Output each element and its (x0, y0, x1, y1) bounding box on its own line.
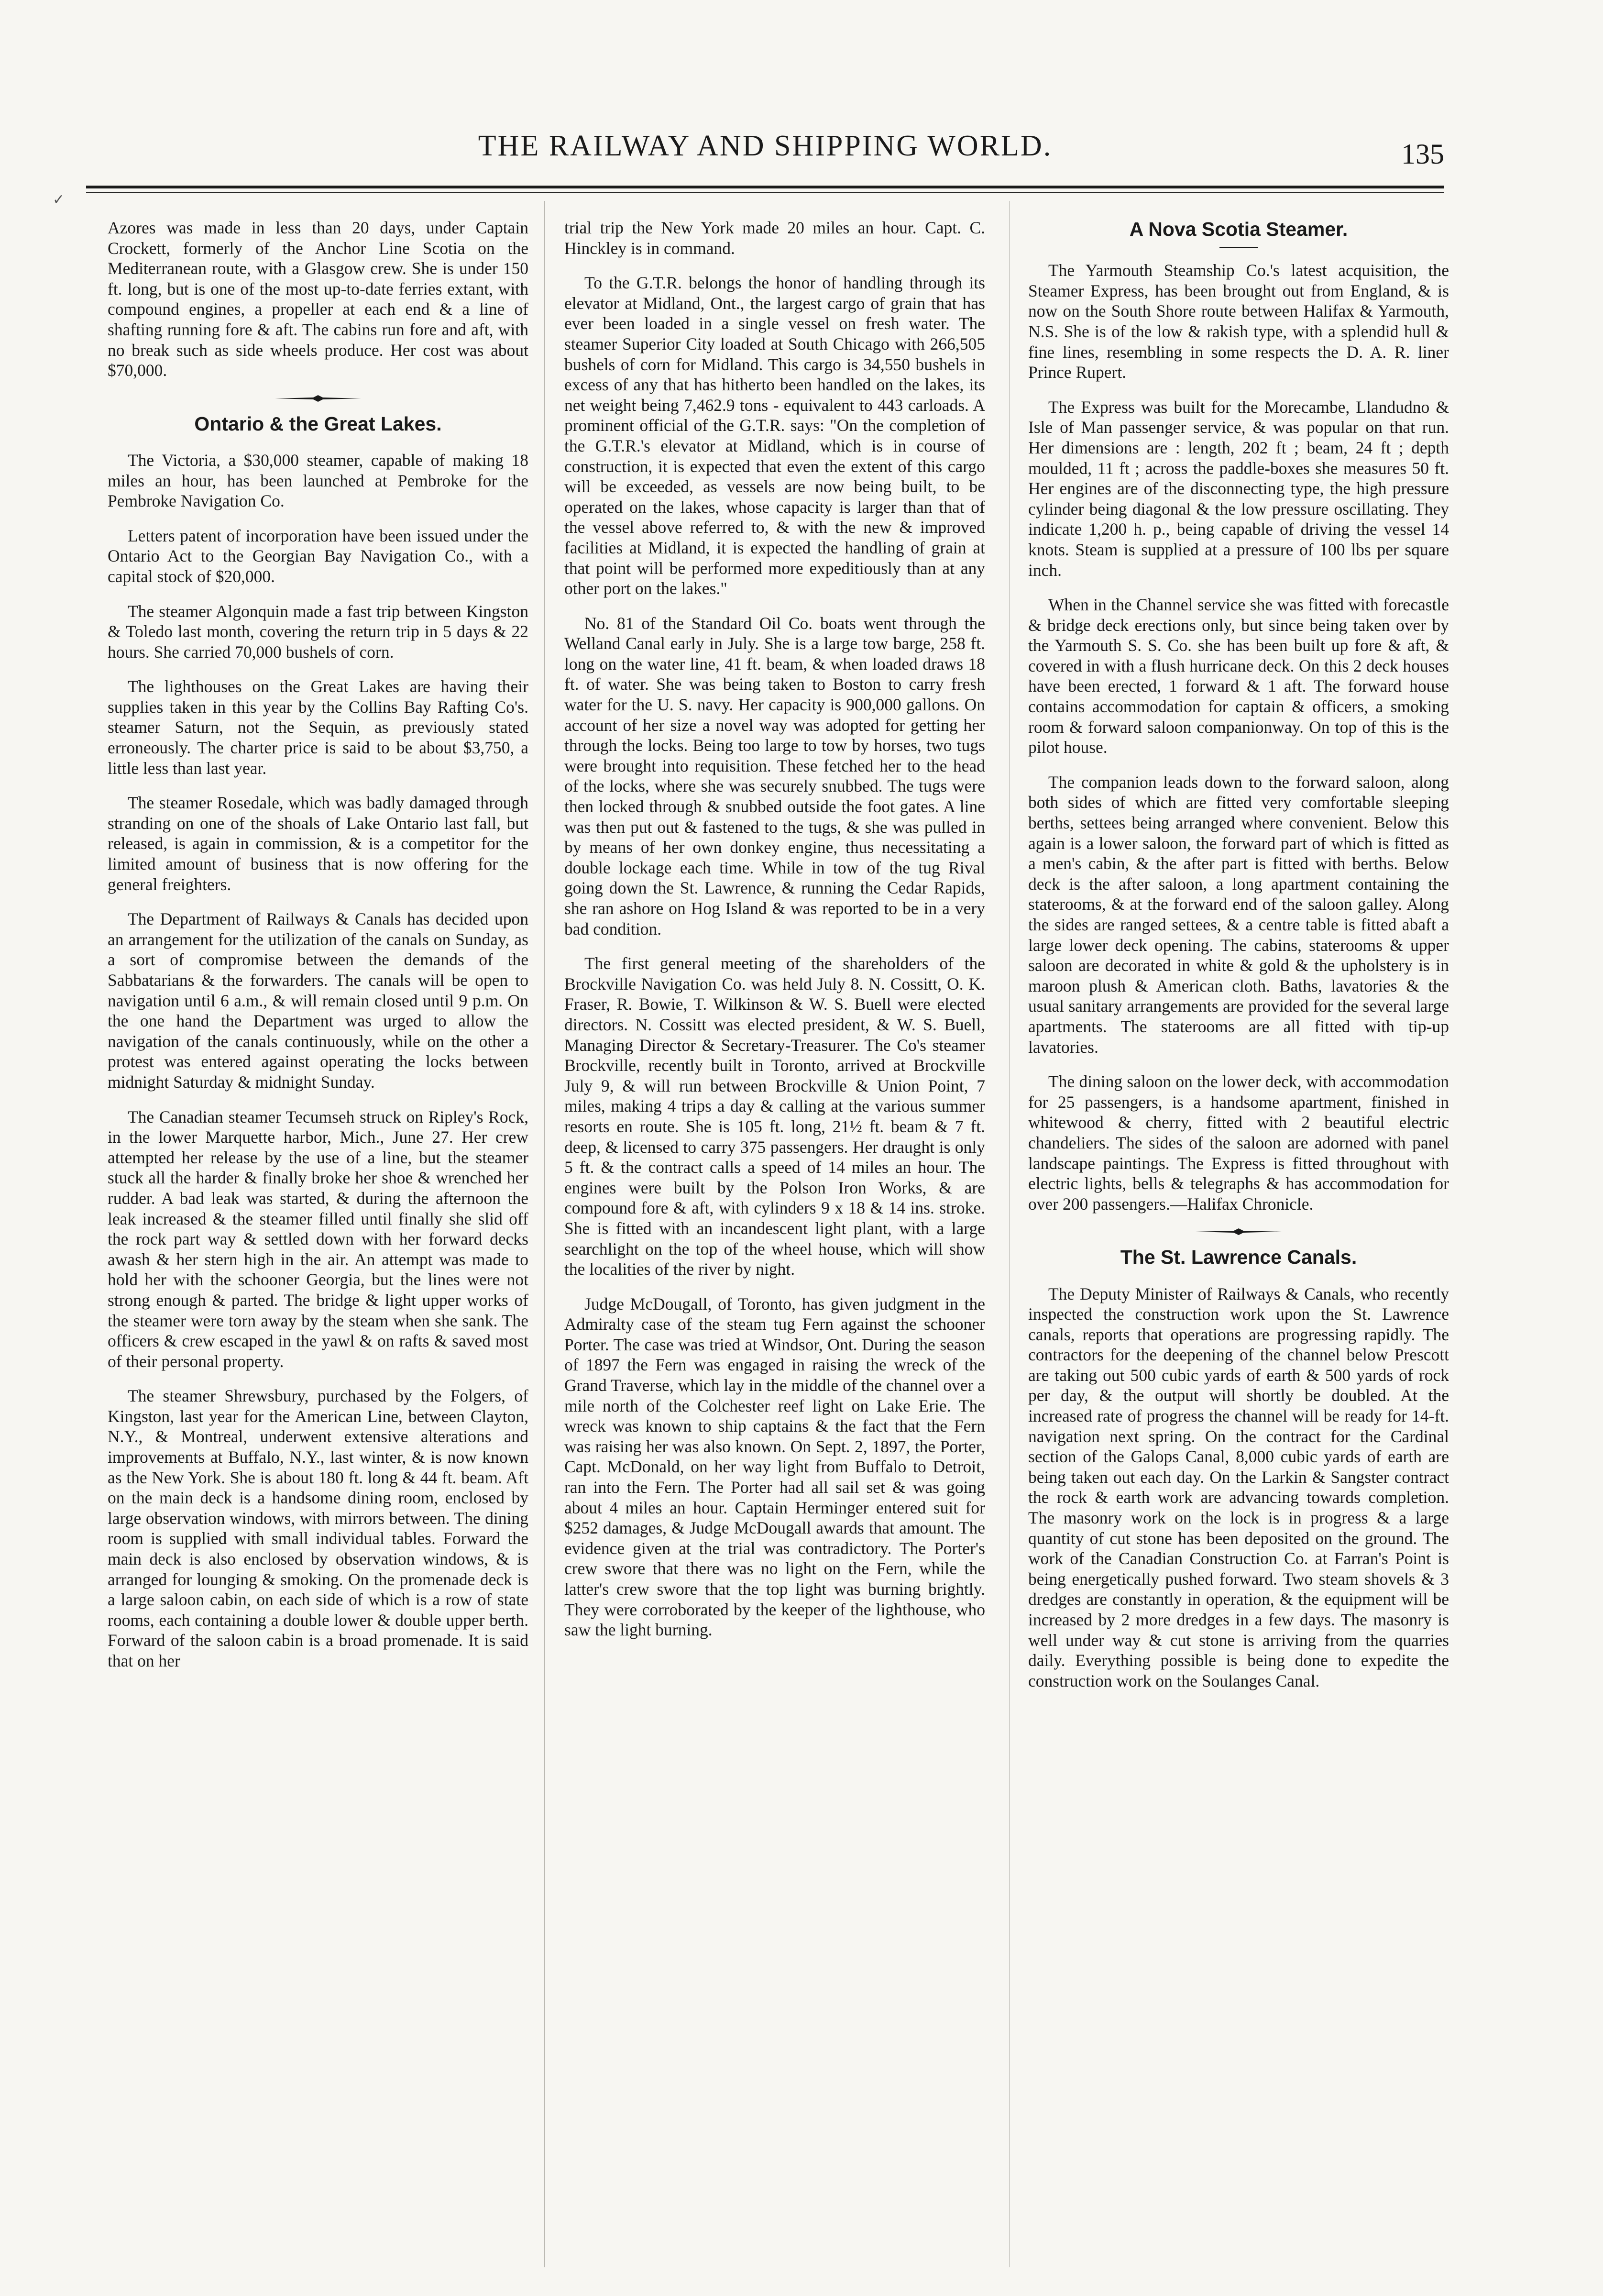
paragraph: The steamer Rosedale, which was badly damaged through stranding on one of the shoals of Lake Ontario last fall, but released, is again in commission, & is a competitor for the limited amount of business that is now offering for the general freighters. (108, 793, 528, 894)
column-divider-1 (544, 201, 545, 2267)
stray-mark: ✓ (53, 192, 65, 208)
column-divider-2 (1009, 201, 1010, 2267)
paragraph: trial trip the New York made 20 miles an hour. Capt. C. Hinckley is in command. (564, 218, 985, 258)
paragraph: The Express was built for the Morecambe, Llandudno & Isle of Man passenger service, & was popular on that run. Her dimensions are : length, 202 ft ; beam, 24 ft ; depth moulded, 11 ft ; across the paddle-boxes she measures 50 ft. Her engines are of the disconnecting type, the high pressure cylinder being diagonal & the low pressure oscillating. They indicate 1,200 h. p., being capable of driving the vessel 14 knots. Steam is supplied at a pressure of 100 lbs per square inch. (1028, 397, 1449, 580)
paragraph: The first general meeting of the shareholders of the Brockville Navigation Co. was held July 8. N. Cossitt, O. K. Fraser, R. Bowie, T. Wilkinson & W. S. Buell were elected directors. N. Cossitt was elected president, & W. S. Buell, Managing Director & Secretary-Treasurer. The Co's steamer Brockville, recently built in Toronto, arrived at Brockville July 9, & will run between Brockville & Union Point, 7 miles, making 4 trips a day & calling at the various summer resorts en route. She is 105 ft. long, 21½ ft. beam & 7 ft. deep, & licensed to carry 375 passengers. Her draught is only 5 ft. & the contract calls a speed of 14 miles an hour. The engines were built by the Polson Iron Works, & are compound fore & aft, with cylinders 9 x 18 & 14 ins. stroke. She is fitted with an incandescent light plant, with a large searchlight on the top of the wheel house, which will show the localities of the river by night. (564, 954, 985, 1279)
paragraph: The Department of Railways & Canals has decided upon an arrangement for the utilization of the canals on Sunday, as a sort of compromise between the demands of the Sabbatarians & the forwarders. The canals will be open to navigation until 6 a.m., & will remain closed until 9 p.m. On the one hand the Department was urged to allow the navigation of the canals continuously, while on the other a protest was entered against operating the locks between midnight Saturday & midnight Sunday. (108, 909, 528, 1092)
column-2 (564, 218, 985, 1655)
paragraph: Letters patent of incorporation have been issued under the Ontario Act to the Georgian Bay Navigation Co., with a capital stock of $20,000. (108, 526, 528, 586)
section-ornament (275, 395, 361, 402)
paragraph: No. 81 of the Standard Oil Co. boats went through the Welland Canal early in July. She is a large tow barge, 258 ft. long on the water line, 41 ft. beam, & when loaded draws 18 ft. of water. She was being taken to Boston to carry fresh water for the U. S. navy. Her capacity is 900,000 gallons. On account of her size a novel way was adopted for getting her through the locks. Being too large to tow by horses, two tugs were brought into requisition. These fetched her to the head of the locks, where she was securely snubbed. The tugs were then locked through & snubbed outside the foot gates. A line was then put out & fastened to the tugs, & she was pulled in by means of her own donkey engine, thus necessitating a double lockage each time. While in tow of the tug Rival going down the St. Lawrence, & running the Cedar Rapids, she ran ashore on Hog Island & was reported to be in a very bad condition. (564, 613, 985, 938)
page-header (86, 129, 1444, 182)
section-heading-nova-scotia: A Nova Scotia Steamer. (1129, 218, 1348, 240)
header-rule-thin (86, 192, 1444, 193)
section-heading-ontario: Ontario & the Great Lakes. (194, 412, 442, 435)
paragraph: Judge McDougall, of Toronto, has given judgment in the Admiralty case of the steam tug Fern against the schooner Porter. The case was tried at Windsor, Ont. During the season of 1897 the Fern was engaged in raising the wreck of the Grand Traverse, which lay in the middle of the channel over a mile north of the Colchester reef light on Lake Erie. The wreck was known to ship captains & the fact that the Fern was raising her was also known. On Sept. 2, 1897, the Porter, Capt. McDonald, on her way light from Buffalo to Detroit, ran into the Fern. The Porter had all sail set & was going about 4 miles an hour. Captain Herminger entered suit for $252 damages, & Judge McDougall awards that amount. The evidence given at the trial was contradictory. The Porter's crew swore that there was no light on the Fern, while the latter's crew swore that the top light was burning brightly. They were corroborated by the keeper of the lighthouse, who saw the light burning. (564, 1294, 985, 1640)
paragraph: The dining saloon on the lower deck, with accommodation for 25 passengers, is a handsome apartment, finished in whitewood & cherry, fitted with 2 beautiful electric chandeliers. The sides of the saloon are adorned with panel landscape paintings. The Express is fitted throughout with electric lights, bells & telegraphs & has accommodation for over 200 passengers.—Halifax Chronicle. (1028, 1072, 1449, 1214)
paragraph: The companion leads down to the forward saloon, along both sides of which are fitted very comfortable sleeping berths, settees being arranged where convenient. Below this again is a lower saloon, the forward part of which is fitted as a men's cabin, & the after part is fitted with berths. Below deck is the after saloon, a long apartment containing the staterooms, & at the forward end of the saloon galley. Along the sides are ranged settees, & a centre table is fitted abaft a large lower deck opening. The cabins, staterooms & upper saloon are decorated in white & gold & the upholstery is in maroon plush & American cloth. Baths, lavatories & the usual sanitary arrangements are provided for the several large apartments. The staterooms are all fitted with tip-up lavatories. (1028, 772, 1449, 1057)
page-number: 135 (1401, 138, 1444, 170)
paragraph: The Yarmouth Steamship Co.'s latest acquisition, the Steamer Express, has been brought out from England, & is now on the South Shore route between Halifax & Yarmouth, N.S. She is of the low & rakish type, with a splendid hull & fine lines, resembling in some respects the D. A. R. liner Prince Rupert. (1028, 261, 1449, 382)
section-heading-st-lawrence: The St. Lawrence Canals. (1120, 1246, 1357, 1269)
paragraph: Azores was made in less than 20 days, under Captain Crockett, formerly of the Anchor Line Scotia on the Mediterranean route, with a Glasgow crew. She is under 150 ft. long, but is one of the most up-to-date ferries extant, with compound engines, a propeller at each end & a line of shafting running fore & aft. The cabins run fore and aft, with no break such as side wheels produce. Her cost was about $70,000. (108, 218, 528, 380)
column-3 (1028, 218, 1449, 1705)
paragraph: The Deputy Minister of Railways & Canals, who recently inspected the construction work upon the St. Lawrence canals, reports that operations are progressing rapidly. The contractors for the deepening of the channel below Prescott are taking out 500 cubic yards of earth & 500 yards of rock per day, & the output will shortly be doubled. At the increased rate of progress the channel will be ready for 14-ft. navigation next spring. On the contract for the Cardinal section of the Galops Canal, 8,000 cubic yards of earth are being taken out each day. On the Larkin & Sangster contract the rock & earth work are advancing towards completion. The masonry work on the lock is in progress & a large quantity of cut stone has been deposited on the ground. The work of the Canadian Construction Co. at Farran's Point is being energetically pushed forward. Two steam shovels & 3 dredges are constantly in operation, & the equipment will be increased by 2 more dredges in a few days. The masonry is well under way & cut stone is arriving from the quarries daily. Everything possible is being done to expedite the construction work on the Soulanges Canal. (1028, 1284, 1449, 1690)
header-rule-thick (86, 186, 1444, 188)
paragraph: The lighthouses on the Great Lakes are having their supplies taken in this year by the Collins Bay Rafting Co's. steamer Saturn, not the Sequin, as previously stated erroneously. The charter price is said to be about $3,750, a little less than last year. (108, 677, 528, 778)
column-1 (108, 218, 528, 1686)
paragraph: The Canadian steamer Tecumseh struck on Ripley's Rock, in the lower Marquette harbor, Mich., June 27. Her crew attempted her release by the use of a line, but the steamer stuck all the harder & finally broke her shoe & wrenched her rudder. A bad leak was started, & during the afternoon the leak increased & the steamer filled until finally she slid off the rock part way & settled down with her forward decks awash & her stern high in the air. An attempt was made to hold her with the schooner Georgia, but the lines were not strong enough & parted. The bridge & light upper works of the steamer were torn away by the steam when she sank. The officers & crew escaped in the yawl & on rafts & saved most of their personal property. (108, 1107, 528, 1371)
paragraph: The steamer Algonquin made a fast trip between Kingston & Toledo last month, covering the return trip in 5 days & 22 hours. She carried 70,000 bushels of corn. (108, 601, 528, 662)
paragraph: The steamer Shrewsbury, purchased by the Folgers, of Kingston, last year for the American Line, between Clayton, N.Y., & Montreal, underwent extensive alterations and improvements at Buffalo, N.Y., last winter, & is now known as the New York. She is about 180 ft. long & 44 ft. beam. Aft on the main deck is a handsome dining room, enclosed by large observation windows, with mirrors between. The dining room is supplied with small individual tables. Forward the main deck is also enclosed by observation windows, & is arranged for lounging & smoking. On the promenade deck is a large saloon cabin, on each side of which is a row of state rooms, each containing a double lower & double upper berth. Forward of the saloon cabin is a broad promenade. It is said that on her (108, 1386, 528, 1670)
paragraph: The Victoria, a $30,000 steamer, capable of making 18 miles an hour, has been launched at Pembroke for the Pembroke Navigation Co. (108, 450, 528, 511)
paragraph: To the G.T.R. belongs the honor of handling through its elevator at Midland, Ont., the largest cargo of grain that has ever been loaded in a single vessel on fresh water. The steamer Superior City loaded at South Chicago with 266,505 bushels of corn for Midland. This cargo is 34,550 bushels in excess of any that has hitherto been handled on the lakes, its net weight being 7,462.9 tons - equivalent to 443 carloads. A prominent official of the G.T.R. says: "On the completion of the G.T.R.'s elevator at Midland, which is in course of construction, it is expected that even the extent of this cargo will be exceeded, as vessels are now being built, to be operated on the lakes, whose capacity is larger than that of the vessel above referred to, & with the new & improved facilities at Midland, it is expected the handling of grain at that point will be performed more expeditiously than at any other port on the lakes." (564, 273, 985, 598)
running-title: THE RAILWAY AND SHIPPING WORLD. (478, 130, 1053, 162)
paragraph: When in the Channel service she was fitted with forecastle & bridge deck erections only, but since being taken over by the Yarmouth S. S. Co. she has been built up fore & aft, & covered in with a flush hurricane deck. On this 2 deck houses have been erected, 1 forward & 1 aft. The forward house contains accommodation for captain & officers, a smoking room & forward saloon companionway. On top of this is the pilot house. (1028, 595, 1449, 757)
heading-underline (1219, 247, 1258, 248)
section-ornament (1196, 1228, 1282, 1235)
